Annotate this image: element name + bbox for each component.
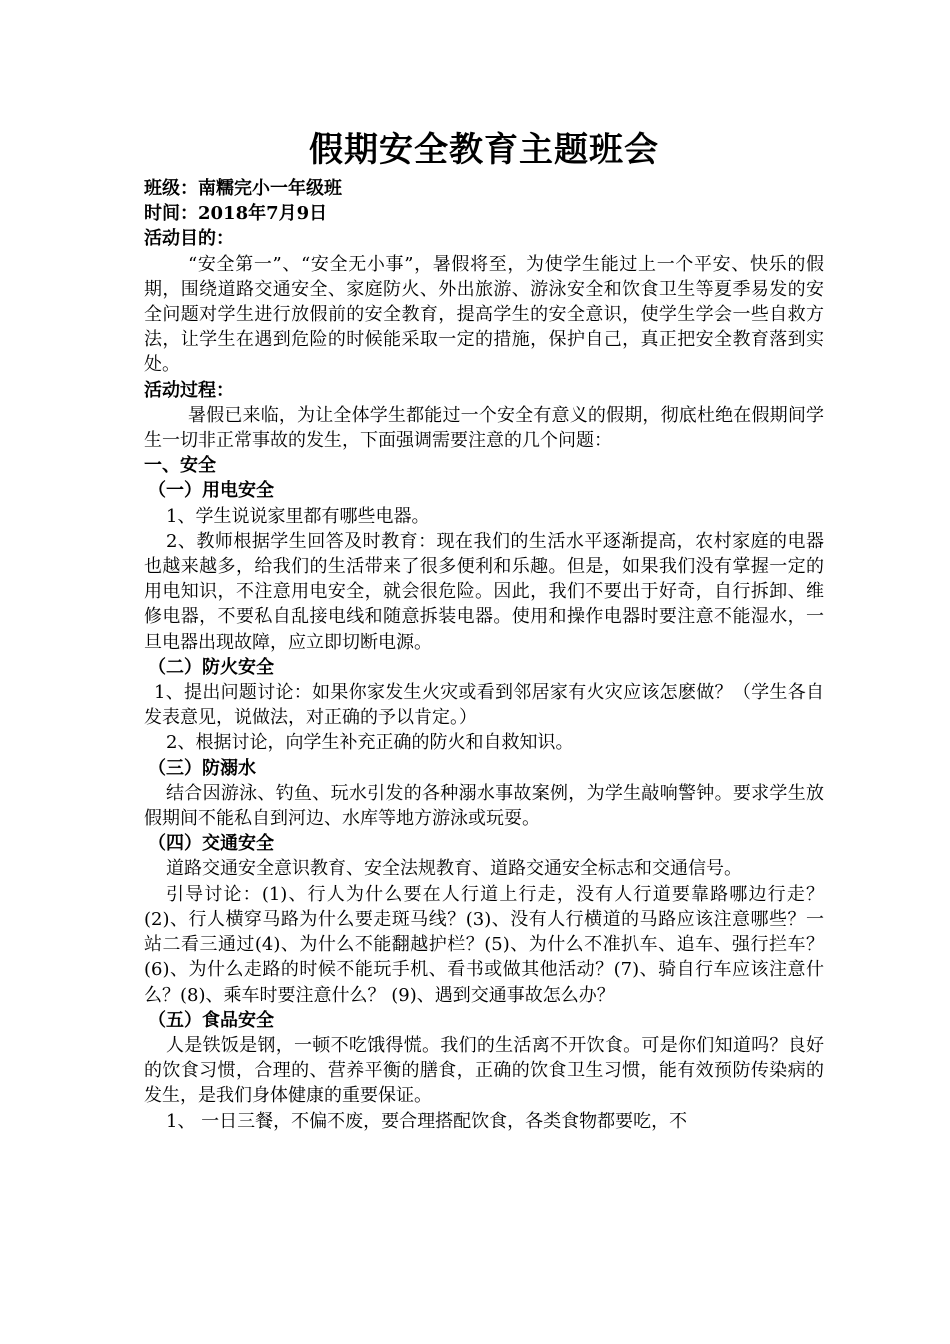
subsection-heading-food: （五）食品安全 [148, 1009, 274, 1031]
purpose-paragraph: “安全第一”、“安全无小事”，暑假将至，为使学生能过上一个平安、快乐的假期，围绕道路交通安全、家庭防火、外出旅游、游泳安全和饮食卫生等夏季易发的安全问题对学生进行放假前的安全教育，提高学生的安全意识，使学生学会一些自救方法，让学生在遇到危险的时候能采取一定的措施，保护自己，真正把安全教育落到实处。 [144, 253, 824, 376]
fire-paragraph-2: 2、根据讨论，向学生补充正确的防火和自救知识。 [166, 732, 574, 754]
subsection-heading-traffic: （四）交通安全 [148, 833, 274, 855]
page-title: 假期安全教育主题班会 [309, 130, 659, 170]
electricity-paragraph-1: 1、学生说说家里都有哪些电器。 [166, 505, 430, 527]
time-line: 时间：2018年7月9日 [144, 203, 328, 225]
food-paragraph-1: 人是铁饭是钢，一顿不吃饿得慌。我们的生活离不开饮食。可是你们知道吗？良好的饮食习惯，合理的、营养平衡的膳食，正确的饮食卫生习惯，能有效预防传染病的发生，是我们身体健康的重要保证。 [144, 1034, 824, 1107]
fire-paragraph-1: 1、提出问题讨论：如果你家发生火灾或看到邻居家有火灾应该怎麽做？（学生各自发表意见，说做法，对正确的予以肯定。） [144, 682, 824, 729]
process-intro-paragraph: 暑假已来临，为让全体学生都能过一个安全有意义的假期，彻底杜绝在假期间学生一切非正常事故的发生，下面强调需要注意的几个问题： [144, 404, 824, 452]
document-body [144, 128, 824, 1134]
traffic-paragraph-1: 道路交通安全意识教育、安全法规教育、道路交通安全标志和交通信号。 [166, 858, 742, 880]
process-heading: 活动过程： [144, 379, 234, 401]
subsection-heading-electricity: （一）用电安全 [148, 480, 274, 502]
class-line: 班级：南糯完小一年级班 [144, 178, 342, 199]
drowning-paragraph-1: 结合因游泳、钓鱼、玩水引发的各种溺水事故案例，为学生敲响警钟。要求学生放假期间不能私自到河边、水库等地方游泳或玩耍。 [144, 782, 824, 830]
section-heading-safety: 一、安全 [144, 455, 216, 477]
food-paragraph-2: 1、 一日三餐，不偏不废，要合理搭配饮食，各类食物都要吃，不 [166, 1110, 688, 1132]
traffic-paragraph-2: 引导讨论：(1)、行人为什么要在人行道上行走，没有人行道要靠路哪边行走？(2)、行人横穿马路为什么要走斑马线？(3)、没有人行横道的马路应该注意哪些？一站二看三通过(4)、为什么不能翻越护栏？(5)、为什么不准扒车、追车、强行拦车？(6)、为什么走路的时候不能玩手机、看书或做其他活动？(7)、骑自行车应该注意什么？(8)、乘车时要注意什么？ (9)、遇到交通事故怎么办？ [144, 883, 824, 1006]
electricity-paragraph-2: 2、教师根据学生回答及时教育：现在我们的生活水平逐渐提高，农村家庭的电器也越来越多，给我们的生活带来了很多便利和乐趣。但是，如果我们没有掌握一定的用电知识，不注意用电安全，就会很危险。因此，我们不要出于好奇，自行拆卸、维修电器，不要私自乱接电线和随意拆装电器。使用和操作电器时要注意不能湿水，一旦电器出现故障，应立即切断电源。 [144, 530, 824, 653]
subsection-heading-fire: （二）防火安全 [148, 656, 274, 678]
purpose-heading: 活动目的： [144, 228, 234, 250]
subsection-heading-drowning: （三）防溺水 [148, 757, 256, 779]
